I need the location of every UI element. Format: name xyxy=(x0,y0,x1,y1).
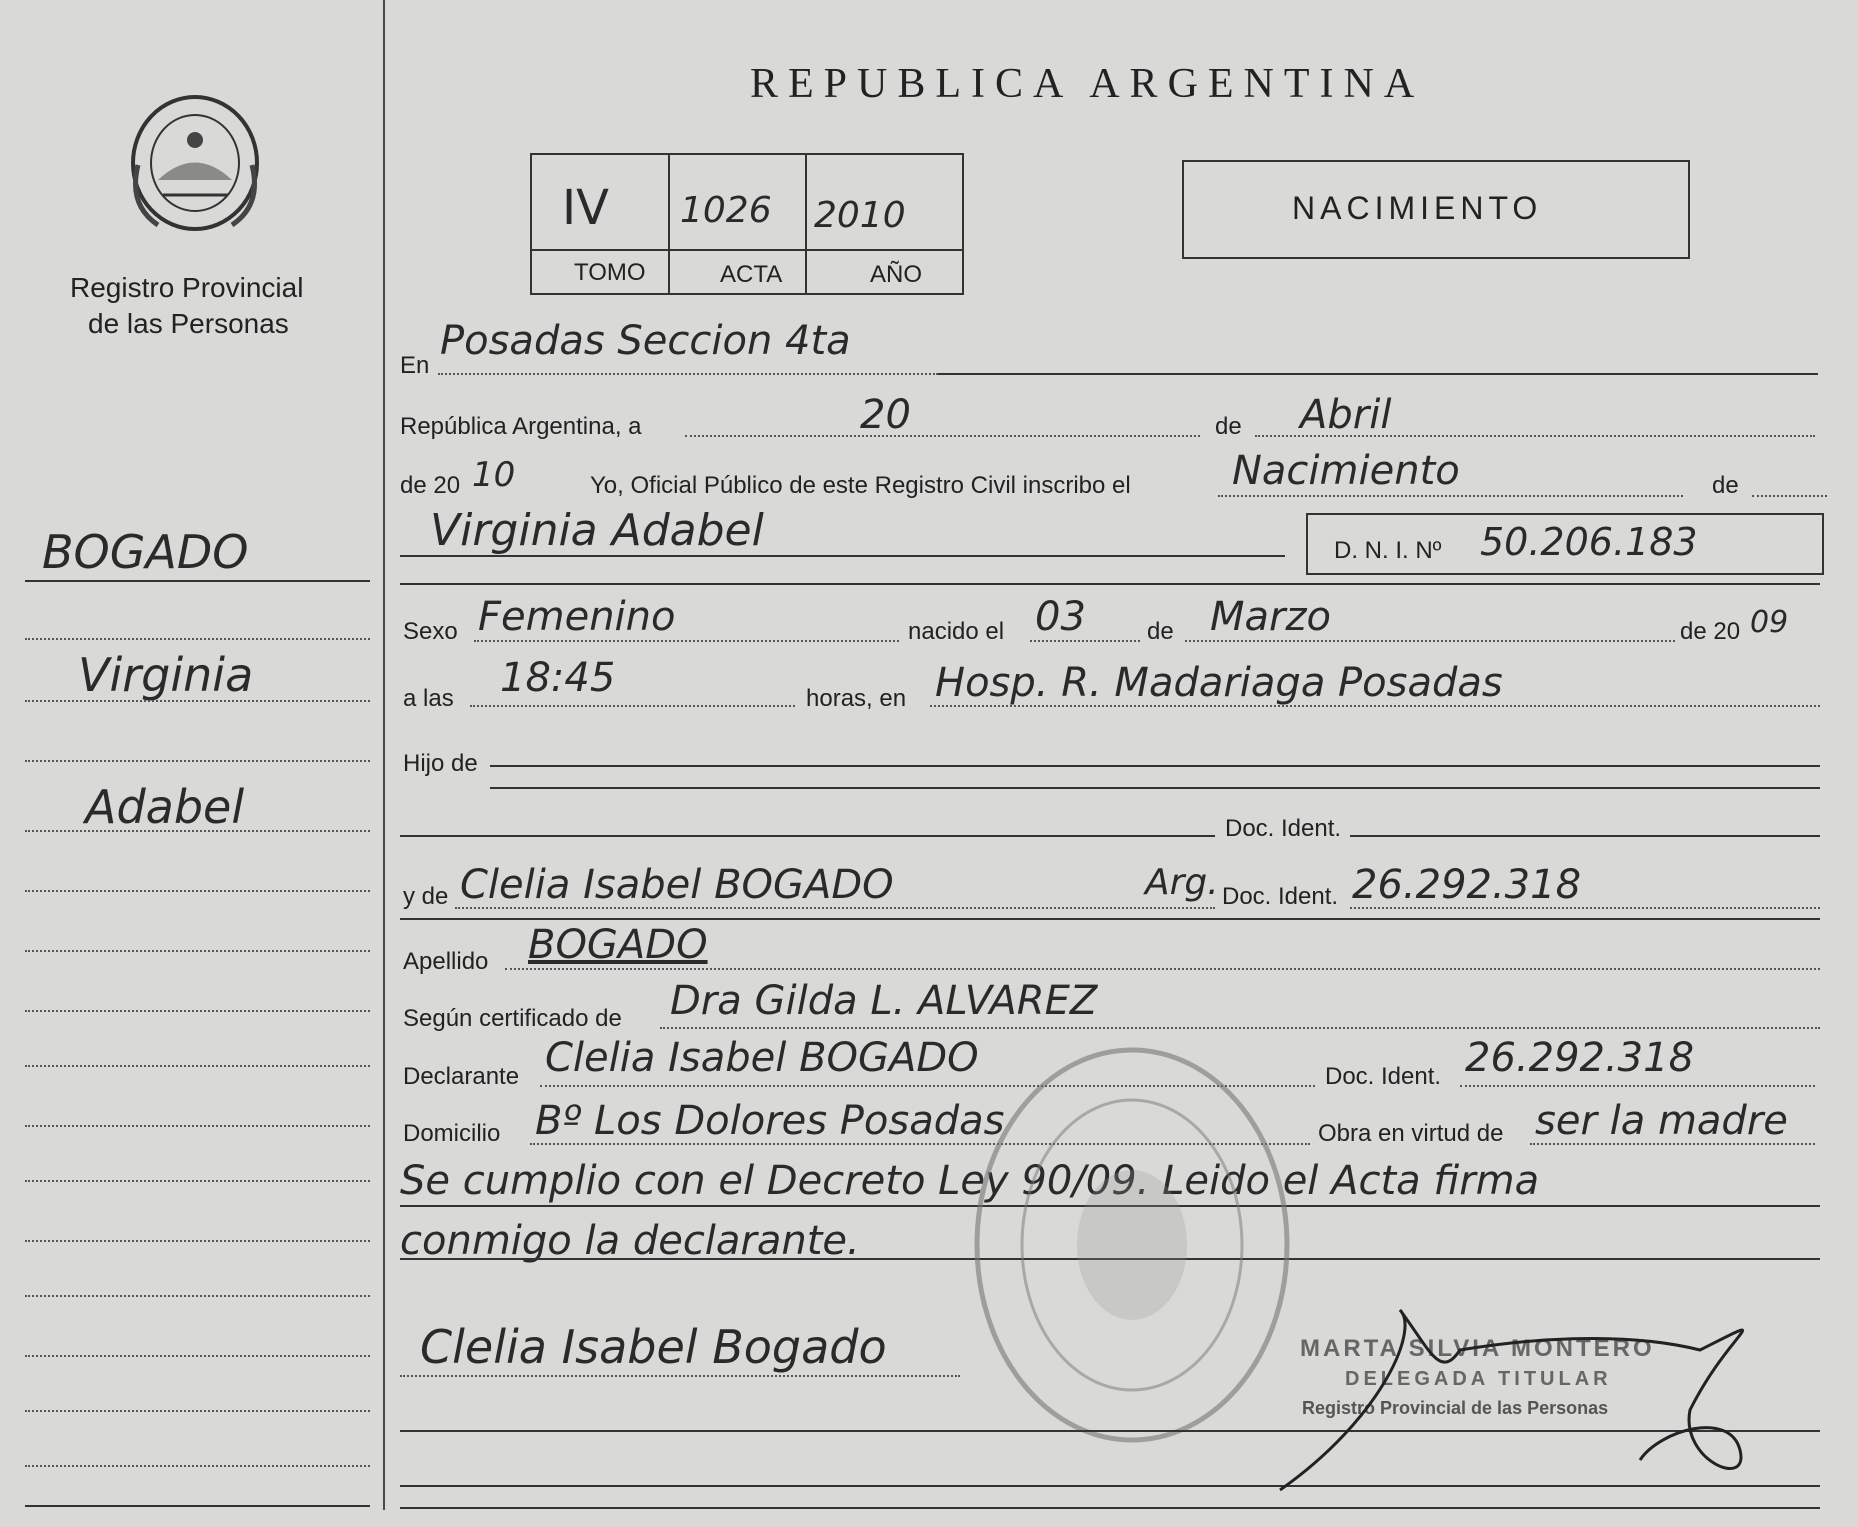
ano-value: 2010 xyxy=(814,195,906,236)
hijo-label: Hijo de xyxy=(403,750,478,777)
note-line1: Se cumplio con el Decreto Ley 90/09. Leido el Acta firma xyxy=(400,1158,1540,1204)
record-type-box xyxy=(1182,160,1690,259)
margin-name1: Virginia xyxy=(78,648,254,702)
month-value: Abril xyxy=(1300,392,1392,438)
de-label3: de xyxy=(1147,618,1174,645)
doc-ident-label2: Doc. Ident. xyxy=(1222,883,1339,910)
de-label2: de xyxy=(1712,472,1739,499)
en-value: Posadas Seccion 4ta xyxy=(440,318,851,364)
acta-label: ACTA xyxy=(720,261,783,288)
acta-value: 1026 xyxy=(680,190,772,231)
dni-value: 50.206.183 xyxy=(1480,520,1698,564)
yde-label: y de xyxy=(403,883,449,910)
official-stamp-icon xyxy=(965,1035,1300,1455)
birth-year: 09 xyxy=(1750,605,1789,640)
margin-surname: BOGADO xyxy=(42,525,249,579)
declarant-signature: Clelia Isabel Bogado xyxy=(420,1320,887,1374)
segun-value: Dra Gilda L. ALVAREZ xyxy=(670,978,1098,1024)
place-value: Hosp. R. Madariaga Posadas xyxy=(935,660,1503,706)
dni-label: D. N. I. Nº xyxy=(1334,537,1442,564)
dni-box xyxy=(1306,513,1824,575)
nacido-label: nacido el xyxy=(908,618,1005,645)
doc-ident-label3: Doc. Ident. xyxy=(1325,1063,1442,1090)
stamp-officer-name: MARTA SILVIA MONTERO xyxy=(1300,1335,1655,1362)
margin-divider xyxy=(383,0,385,1510)
day-value: 20 xyxy=(860,392,911,438)
mother-value: Clelia Isabel BOGADO xyxy=(460,862,894,908)
en-label: En xyxy=(400,352,430,379)
time-value: 18:45 xyxy=(500,655,616,701)
registry-name-line2: de las Personas xyxy=(88,308,289,339)
name-value: Virginia Adabel xyxy=(430,505,764,556)
note-line2: conmigo la declarante. xyxy=(400,1218,860,1264)
birth-month: Marzo xyxy=(1210,594,1331,640)
segun-label: Según certificado de xyxy=(403,1005,622,1032)
apellido-label: Apellido xyxy=(403,948,489,975)
record-number-table xyxy=(530,153,964,295)
apellido-value: BOGADO xyxy=(528,922,708,968)
registry-name-line1: Registro Provincial xyxy=(70,272,304,303)
year-value: 10 xyxy=(472,455,516,495)
mother-doc: 26.292.318 xyxy=(1352,862,1582,908)
country-title: REPUBLICA ARGENTINA xyxy=(750,61,1425,107)
domicilio-label: Domicilio xyxy=(403,1120,501,1147)
republica-label: República Argentina, a xyxy=(400,413,642,440)
declarante-value: Clelia Isabel BOGADO xyxy=(545,1035,979,1081)
obra-value: ser la madre xyxy=(1535,1098,1788,1144)
declarante-label: Declarante xyxy=(403,1063,520,1090)
tomo-value: IV xyxy=(562,180,609,236)
stamp-registry: Registro Provincial de las Personas xyxy=(1302,1398,1609,1418)
sexo-value: Femenino xyxy=(478,594,676,640)
ano-label: AÑO xyxy=(870,261,923,288)
year-prefix: de 20 xyxy=(400,472,461,499)
inscribe-value: Nacimiento xyxy=(1232,448,1460,494)
declarante-doc: 26.292.318 xyxy=(1465,1035,1695,1081)
obra-label: Obra en virtud de xyxy=(1318,1120,1504,1147)
left-margin-panel xyxy=(0,0,380,1527)
domicilio-value: Bº Los Dolores Posadas xyxy=(535,1098,1005,1144)
officer-signature-icon xyxy=(1260,1290,1780,1500)
record-type: NACIMIENTO xyxy=(1292,190,1543,226)
stamp-officer-title: DELEGADA TITULAR xyxy=(1345,1368,1612,1390)
margin-name2: Adabel xyxy=(85,780,245,834)
de-label: de xyxy=(1215,413,1242,440)
provincial-seal-icon xyxy=(118,85,273,240)
birth-year-prefix: de 20 xyxy=(1680,618,1741,645)
sexo-label: Sexo xyxy=(403,618,458,645)
yo-label: Yo, Oficial Público de este Registro Civil inscribo el xyxy=(590,472,1131,499)
horas-label: horas, en xyxy=(806,685,907,712)
birth-day: 03 xyxy=(1035,594,1086,640)
mother-nationality: Arg. xyxy=(1145,862,1219,903)
doc-ident-label: Doc. Ident. xyxy=(1225,815,1342,842)
tomo-label: TOMO xyxy=(574,259,646,286)
alas-label: a las xyxy=(403,685,454,712)
